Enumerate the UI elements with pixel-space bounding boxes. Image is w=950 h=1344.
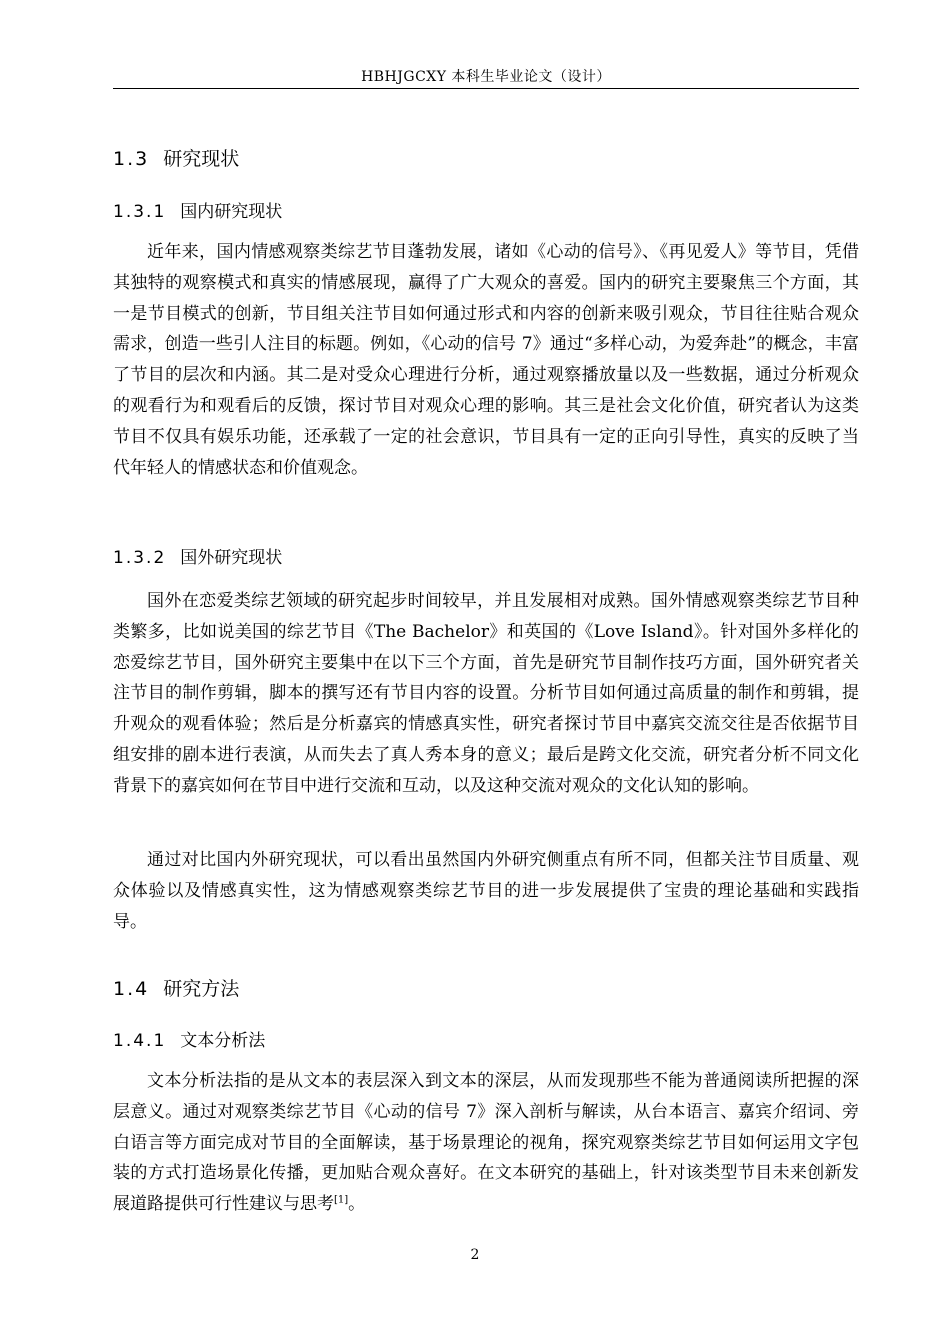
subsection-title: 国内研究现状 — [180, 202, 283, 222]
section-number: 1.4 — [113, 978, 150, 1000]
subsection-number: 1.3.2 — [113, 548, 167, 568]
paragraph-domestic-research: 近年来，国内情感观察类综艺节目蓬勃发展，诸如《心动的信号》、《再见爱人》等节目，凭借其独特的观察模式和真实的情感展现，赢得了广大观众的喜爱。国内的研究主要聚焦三个方面，其一是节目模式的创新，节目组关注节目如何通过形式和内容的创新来吸引观众，节目往往贴合观众需求，创造一些引人注目的标题。例如，《心动的信号 7》通过“多样心动，为爱奔赴”的概念，丰富了节目的层次和内涵。其二是对受众心理进行分析，通过观察播放量以及一些数据，通过分析观众的观看行为和观看后的反馈，探讨节目对观众心理的影响。其三是社会文化价值，研究者认为这类节目不仅具有娱乐功能，还承载了一定的社会意识，节目具有一定的正向引导性，真实的反映了当代年轻人的情感状态和价值观念。 — [113, 242, 859, 478]
subsection-title: 国外研究现状 — [180, 548, 283, 568]
paragraph-text: 文本分析法指的是从文本的表层深入到文本的深层，从而发现那些不能为普通阅读所把握的深层意义。通过对观察类综艺节目《心动的信号 7》深入剖析与解读，从台本语言、嘉宾介绍词、旁白语言等方面完成对节目的全面解读，基于场景理论的视角，探究观察类综艺节目如何运用文字包装的方式打造场景化传播，更加贴合观众喜好。在文本研究的基础上，针对该类型节目未来创新发展道路提供可行性建议与思考 — [113, 1071, 859, 1215]
section-title: 研究现状 — [163, 148, 240, 170]
subsection-title: 文本分析法 — [180, 1031, 266, 1051]
page-number: 2 — [470, 1247, 480, 1263]
subsection-number: 1.3.1 — [113, 202, 167, 222]
running-header: HBHJGCXY 本科生毕业论文（设计） — [361, 69, 611, 85]
subsection-number: 1.4.1 — [113, 1031, 167, 1051]
header-rule — [113, 88, 859, 89]
section-heading-1-3 — [113, 146, 239, 172]
section-number: 1.3 — [113, 148, 150, 170]
citation-marker[interactable]: [1] — [334, 1194, 349, 1206]
subsection-heading-1-3-2 — [113, 546, 282, 570]
paragraph-foreign-research: 国外在恋爱类综艺领域的研究起步时间较早，并且发展相对成熟。国外情感观察类综艺节目种类繁多，比如说美国的综艺节目《The Bachelor》和英国的《Love Island》。针对国外多样化的恋爱综艺节目，国外研究主要集中在以下三个方面，首先是研究节目制作技巧方面，国外研究者关注节目的制作剪辑，脚本的撰写还有节目内容的设置。分析节目如何通过高质量的制作和剪辑，提升观众的观看体验；然后是分析嘉宾的情感真实性，研究者探讨节目中嘉宾交流交往是否依据节目组安排的剧本进行表演，从而失去了真人秀本身的意义；最后是跨文化交流，研究者分析不同文化背景下的嘉宾如何在节目中进行交流和互动，以及这种交流对观众的文化认知的影响。 — [113, 591, 859, 796]
section-title: 研究方法 — [163, 978, 240, 1000]
section-heading-1-4 — [113, 976, 239, 1002]
paragraph-comparison: 通过对比国内外研究现状，可以看出虽然国内外研究侧重点有所不同，但都关注节目质量、观众体验以及情感真实性，这为情感观察类综艺节目的进一步发展提供了宝贵的理论基础和实践指导。 — [113, 850, 859, 932]
subsection-heading-1-3-1 — [113, 200, 282, 224]
subsection-heading-1-4-1 — [113, 1029, 265, 1053]
paragraph-text-analysis — [113, 1066, 859, 1220]
paragraph-end-punctuation: 。 — [348, 1194, 366, 1215]
